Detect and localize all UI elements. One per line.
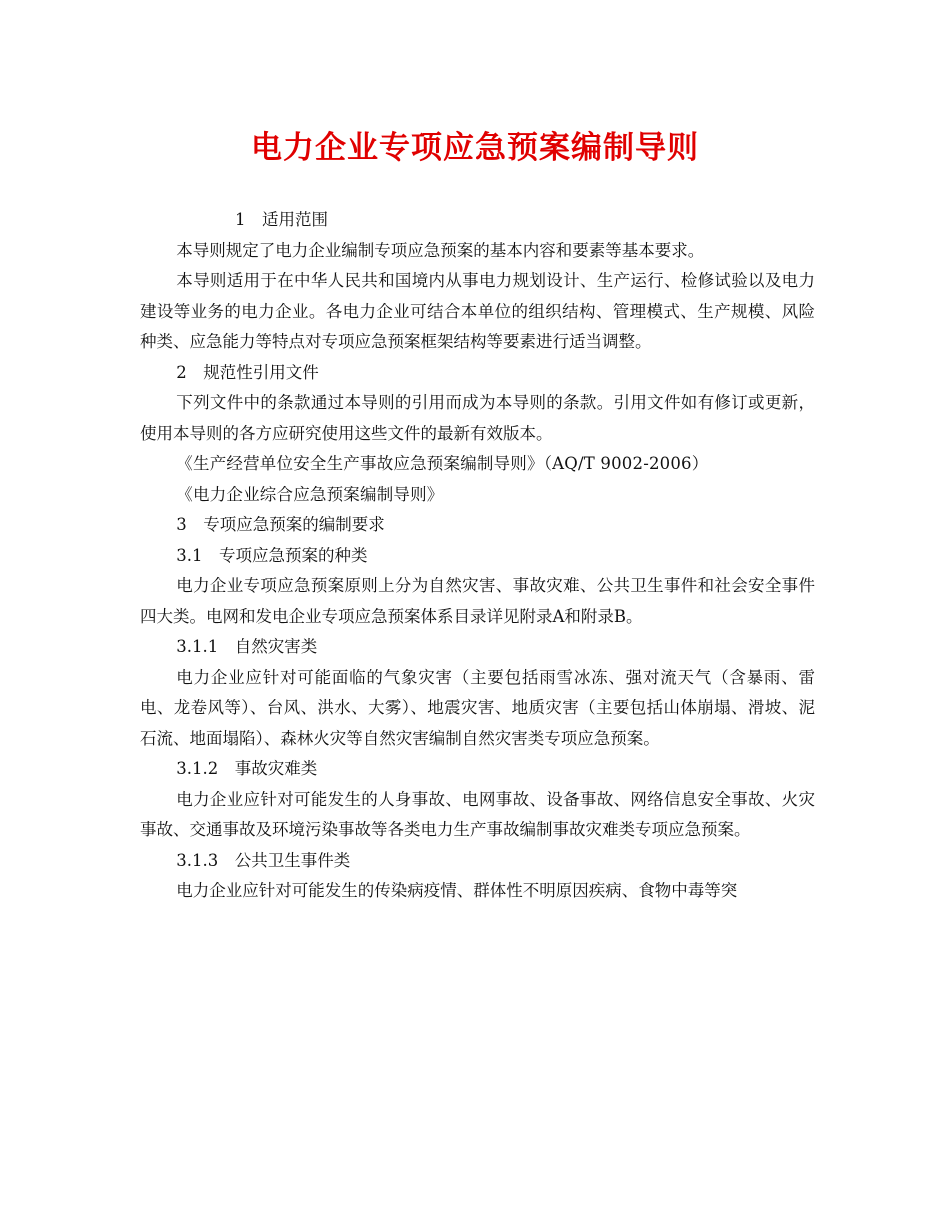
subsection-heading: 3.1.2 事故灾难类 [176, 759, 318, 778]
paragraph: 电力企业应针对可能面临的气象灾害（主要包括雨雪冰冻、强对流天气（含暴雨、雷电、龙卷风等）、台风、洪水、大雾）、地震灾害、地质灾害（主要包括山体崩塌、滑坡、泥石流、地面塌陷）、森林火灾等自然灾害编制自然灾害类专项应急预案。 [140, 667, 815, 748]
paragraph: 电力企业应针对可能发生的传染病疫情、群体性不明原因疾病、食物中毒等突 [176, 881, 738, 900]
paragraph: 电力企业专项应急预案原则上分为自然灾害、事故灾难、公共卫生事件和社会安全事件四大类。电网和发电企业专项应急预案体系目录详见附录A和附录B。 [140, 576, 815, 626]
section-heading-2: 2 规范性引用文件 [176, 362, 319, 382]
reference-item: 《生产经营单位安全生产事故应急预案编制导则》（AQ/T 9002-2006） [176, 454, 709, 473]
section-heading-3: 3 专项应急预案的编制要求 [176, 515, 385, 534]
paragraph: 本导则适用于在中华人民共和国境内从事电力规划设计、生产运行、检修试验以及电力建设等业务的电力企业。各电力企业可结合本单位的组织结构、管理模式、生产规模、风险种类、应急能力等特点对专项应急预案框架结构等要素进行适当调整。 [140, 271, 815, 351]
document-body [140, 205, 815, 907]
subsection-heading: 3.1.1 自然灾害类 [176, 637, 318, 656]
page-title: 电力企业专项应急预案编制导则 [251, 130, 699, 166]
subsection-heading: 3.1 专项应急预案的种类 [176, 545, 368, 565]
reference-item: 《电力企业综合应急预案编制导则》 [176, 484, 444, 504]
subsection-heading: 3.1.3 公共卫生事件类 [176, 850, 351, 870]
section-heading-1: 1 适用范围 [235, 210, 328, 229]
paragraph: 下列文件中的条款通过本导则的引用而成为本导则的条款。引用文件如有修订或更新，使用本导则的各方应研究使用这些文件的最新有效版本。 [140, 393, 815, 443]
paragraph: 本导则规定了电力企业编制专项应急预案的基本内容和要素等基本要求。 [176, 240, 705, 260]
paragraph: 电力企业应针对可能发生的人身事故、电网事故、设备事故、网络信息安全事故、火灾事故、交通事故及环境污染事故等各类电力生产事故编制事故灾难类专项应急预案。 [140, 789, 815, 839]
